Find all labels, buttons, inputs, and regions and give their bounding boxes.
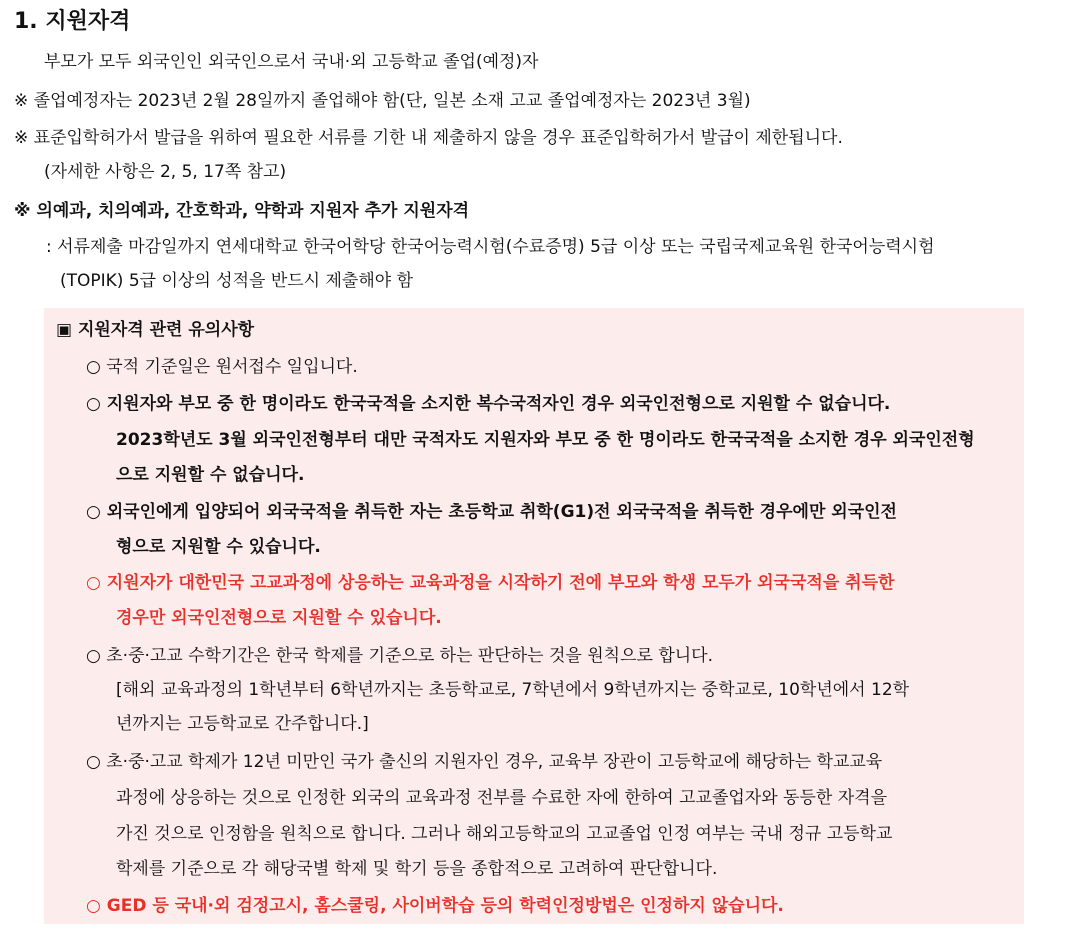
extra-eligibility-line: (TOPIK) 5급 이상의 성적을 반드시 제출해야 함 xyxy=(60,271,414,291)
notice-item-continuation: 과정에 상응하는 것으로 인정한 외국의 교육과정 전부를 수료한 자에 한하여 고교졸업자와 동등한 자격을 xyxy=(116,788,887,808)
notice-item: ○ 초·중·고교 수학기간은 한국 학제를 기준으로 하는 판단하는 것을 원칙으로 합니다. xyxy=(86,646,714,666)
note-admission-certificate: ※ 표준입학허가서 발급을 위하여 필요한 서류를 기한 내 제출하지 않을 경우 표준입학허가서 발급이 제한됩니다. xyxy=(14,128,843,148)
eligibility-intro: 부모가 모두 외국인인 외국인으로서 국내·외 고등학교 졸업(예정)자 xyxy=(44,52,539,72)
notice-item: ○ 외국인에게 입양되어 외국국적을 취득한 자는 초등학교 취학(G1)전 외국국적을 취득한 경우에만 외국인전 xyxy=(86,502,897,522)
section-title: 1. 지원자격 xyxy=(14,9,131,34)
notice-item-continuation: 가진 것으로 인정함을 원칙으로 합니다. 그러나 해외고등학교의 고교졸업 인정 여부는 국내 정규 고등학교 xyxy=(116,824,893,844)
notice-box-heading: ▣ 지원자격 관련 유의사항 xyxy=(56,320,255,340)
notice-item-continuation: [해외 교육과정의 1학년부터 6학년까지는 초등학교로, 7학년에서 9학년까지는 중학교로, 10학년에서 12학 xyxy=(116,680,910,700)
notice-item-continuation: 학제를 기준으로 각 해당국별 학제 및 학기 등을 종합적으로 고려하여 판단합니다. xyxy=(116,859,718,879)
notice-item-highlight: ○ GED 등 국내·외 검정고시, 홈스쿨링, 사이버학습 등의 학력인정방법은 인정하지 않습니다. xyxy=(86,896,784,916)
notice-item-continuation: 2023학년도 3월 외국인전형부터 대만 국적자도 지원자와 부모 중 한 명이라도 한국국적을 소지한 경우 외국인전형 xyxy=(116,430,975,450)
notice-item: ○ 초·중·고교 학제가 12년 미만인 국가 출신의 지원자인 경우, 교육부 장관이 고등학교에 해당하는 학교교육 xyxy=(86,752,883,772)
notice-item: ○ 국적 기준일은 원서접수 일입니다. xyxy=(86,357,358,377)
note-graduation-deadline: ※ 졸업예정자는 2023년 2월 28일까지 졸업해야 함(단, 일본 소재 고교 졸업예정자는 2023년 3월) xyxy=(14,91,751,111)
notice-item: ○ 지원자와 부모 중 한 명이라도 한국국적을 소지한 복수국적자인 경우 외국인전형으로 지원할 수 없습니다. xyxy=(86,394,891,414)
extra-eligibility-line: : 서류제출 마감일까지 연세대학교 한국어학당 한국어능력시험(수료증명) 5급 이상 또는 국립국제교육원 한국어능력시험 xyxy=(46,237,935,257)
extra-eligibility-heading: ※ 의예과, 치의예과, 간호학과, 약학과 지원자 추가 지원자격 xyxy=(14,201,470,221)
note-page-reference: (자세한 사항은 2, 5, 17쪽 참고) xyxy=(44,162,287,182)
notice-item-continuation: 년까지는 고등학교로 간주합니다.] xyxy=(116,714,369,734)
notice-item-highlight: ○ 지원자가 대한민국 고교과정에 상응하는 교육과정을 시작하기 전에 부모와 학생 모두가 외국국적을 취득한 xyxy=(86,573,895,593)
notice-item-continuation: 으로 지원할 수 없습니다. xyxy=(116,465,305,485)
notice-item-continuation: 형으로 지원할 수 있습니다. xyxy=(116,537,321,557)
notice-item-highlight-continuation: 경우만 외국인전형으로 지원할 수 있습니다. xyxy=(116,608,442,628)
